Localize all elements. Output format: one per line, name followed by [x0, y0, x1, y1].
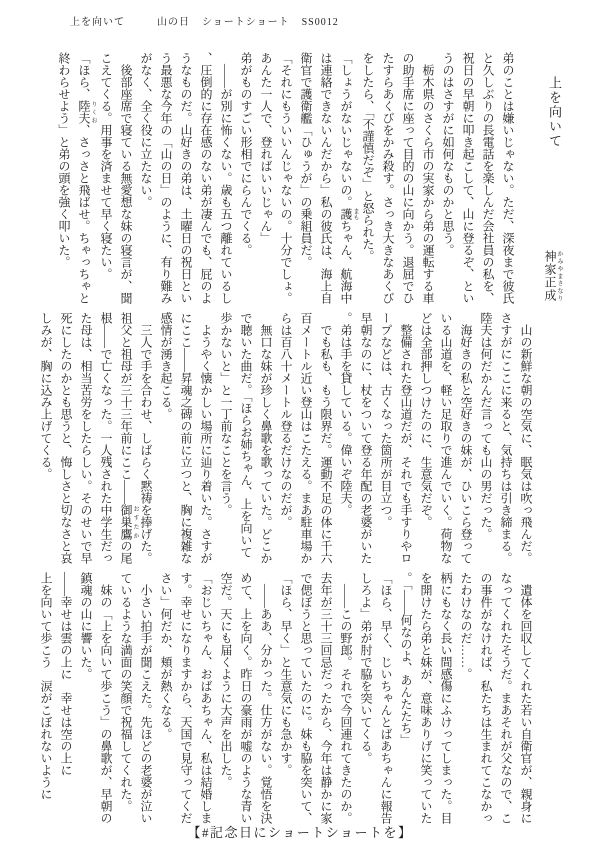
author-furigana: かみやまさなり — [556, 250, 562, 302]
ruby-annotated-word: 護 まも — [339, 208, 358, 220]
paragraph: 「おじいちゃん、おばあちゃん、私は結婚します。幸せになりますから、天国で見守ってください」何だか、頬が熱くなる。 — [159, 572, 213, 824]
text-band-1 — [30, 52, 570, 304]
text-band-3 — [30, 572, 536, 824]
header-code: SS0012 — [301, 17, 339, 28]
ruby-annotated-word: 陸夫 りくお — [77, 100, 96, 124]
paragraph: 弟がものすごい形相でにらんでくる。 — [239, 52, 253, 256]
paragraph: 栃木県のさくら市の実家から弟の運転する車の助手席に座って目的の山に向かう。退屈でひたすらあくびをかみ殺す。さっき大きなあくびをしたら、「不謹慎だぞ」と怒られた。 — [361, 52, 435, 304]
paragraph: ――が別に怖くない。歳も五つ離れているし、圧倒的に存在感のない弟が凄んでも、屁のようなものだ。山好きの弟は、土曜日の祝日という最悪な今年の「山の日」のように、有り難みがなく、全く役に立たない。 — [139, 52, 233, 304]
header-day-label: 山の日 — [157, 17, 190, 28]
paragraph: 柄にもなく長い間感傷にふけってしまった。目を開けたら弟と妹が、意味ありげに笑っていた。「――何なのよ、あんたたち」 — [399, 572, 453, 824]
header-title: 上を向いて — [70, 17, 125, 28]
paragraph: 妹の「上を向いて歩こう」の鼻歌が、早朝の鎮魂の山に響いた。 — [79, 572, 113, 824]
paragraph: 整備された登山道だが、それでも手すりやロープなどは、古くなった箇所が目立つ。 — [379, 312, 413, 564]
paragraph: ――この野郎。それで今回連れてきたのか。去年が三十三回忌だったから、今年は静かに家で偲ぼうと思っていたのに。妹も脇を突いて、「ほら、早く」と生意気にも急かす。 — [279, 572, 353, 824]
paragraph: 無口な妹が珍しく鼻歌を歌っていた。どこかで聴いた曲だ。「ほらお姉ちゃん、上を向いて歩かないと」と一丁前なことを言う。 — [219, 312, 273, 564]
paragraph: 小さい拍手が聞こえた。先ほどの老婆が泣いているような満面の笑顔で祝福してくれた。 — [119, 572, 153, 824]
page-header — [70, 13, 339, 28]
paragraph: 海好きの私と空好きの妹が、ひいこら登っている山道を、軽い足取りで進んでいく。荷物などは全部押しつけたのに、生意気だぞ。 — [419, 312, 473, 564]
page-footer: 【#記念日にショートショートを】 — [187, 825, 413, 840]
paragraph: 「ほら、早く、じいちゃんとばあちゃんに報告しろよ」弟が肘で脇を突いてくる。 — [359, 572, 393, 824]
author-name: 神家正成 かみやまさなり — [543, 250, 562, 302]
paragraph: ――ああ、分かった。仕方がない。覚悟を決めて、上を向く。昨日の豪雨が嘘のような青い空だ。天にも届くように大声を出した。 — [219, 572, 273, 824]
paragraph: 「ほら、陸夫 りくお、さっさと飛ばせ。ちゃっちゃと終わらせよう」と弟の頭を強く叩いた。 — [57, 52, 96, 304]
text-band-2 — [30, 312, 536, 564]
paragraph: ようやく懐かしい場所に辿り着いた。さすがにここ――昇魂之碑の前に立つと、胸に複雑な感情が湧き起こる。 — [159, 312, 213, 564]
paragraph: 遺体を回収してくれた若い自衛官が、親身になってくれたそうだ。まあそれが父なので、この事件がなければ、私たちは生まれてこなかったわけなのだ……。 — [459, 572, 533, 824]
paragraph: 三人で手を合わせ、しばらく黙祷を捧げた。祖父と祖母が三十三年前にここ――御巣鷹 おすたかの尾根――で亡くなった。一人残された中学生だった母は、相当苦労をしたらしい。そのせいで早死にしたのかとも思うと、悔しさと切なさと哀しみが、胸に込み上げてくる。 — [39, 312, 153, 564]
paragraph: 「それにもういいんじゃないの。十分でしょ。あんた一人で、登ればいいじゃん」 — [259, 52, 293, 304]
story-title: 上を向いて — [547, 76, 562, 149]
paragraph: 「しょうがないじゃないの。護 まもちゃん、航海中は連絡できないんだから」私の彼氏は、海上自衛官で護衛艦「ひゅうが」の乗組員だ。 — [299, 52, 358, 304]
paragraph: 後部座席で寝ている無愛想な妹の寝言が、聞こえてくる。用事を済ませて早く寝たい。 — [99, 52, 133, 304]
header-format-label: ショートショート — [202, 17, 290, 28]
paragraph: 早朝なのに、杖をついて登る年配の老婆がいた。弟は手を貸している。偉いぞ陸夫。 — [339, 312, 373, 564]
paragraph: 山の新鮮な朝の空気に、眠気は吹っ飛んだ。さすがにここに来ると、気持ちは引き締まる。陸夫は何だかんだ言っても山の男だった。 — [479, 312, 533, 564]
paragraph: 弟のことは嫌いじゃない。ただ、深夜まで彼氏と久しぶりの長電話を楽しんだ会社員の私を、祝日の早朝に叩き起こして、山に登るぞ、というのはさすがに如何なものかと思う。 — [441, 52, 515, 304]
story-author — [540, 250, 562, 302]
paragraph: でも私も、もう限界だ。運動不足の体に千六百メートル近い登山はこたえる。まあ駐車場からは百八十メートル登るだけなのだが。 — [279, 312, 333, 564]
paragraph: ――幸せは雲の上に 幸せは空の上に — [59, 572, 73, 776]
ruby-annotated-word: 御巣鷹 おすたか — [119, 504, 138, 540]
paragraph: 上を向いて歩こう 涙がこぼれないように — [39, 572, 53, 800]
story-title-column — [536, 52, 564, 304]
